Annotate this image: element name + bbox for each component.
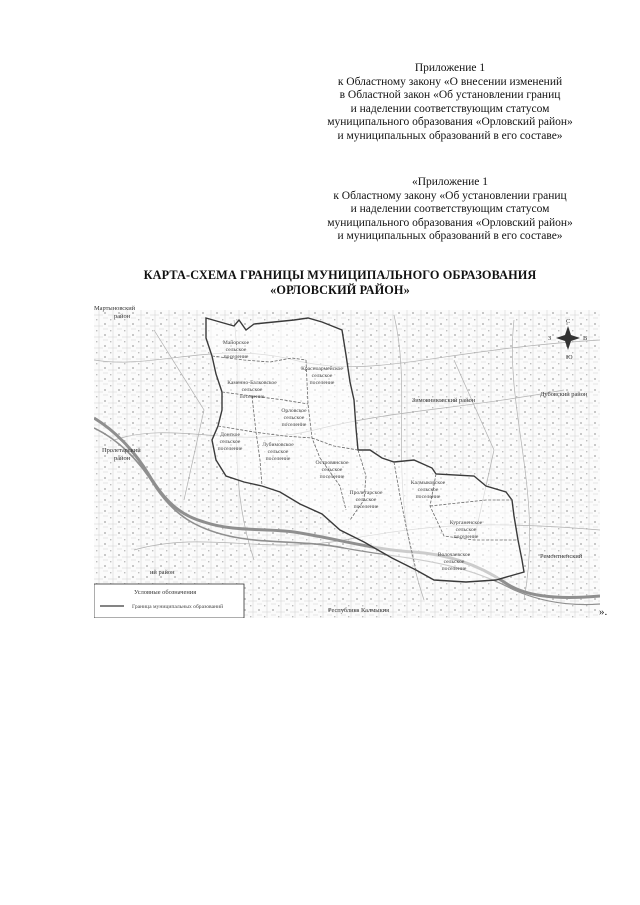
label-mayorskoe-2: сельское: [225, 347, 247, 353]
appendix-1-heading: Приложение 1: [414, 62, 486, 74]
label-zimovnikovsky: Зимовниковский район: [412, 397, 476, 404]
label-donskoe-3: поселение: [217, 446, 243, 452]
label-lyubimovskoe-2: сельское: [267, 449, 289, 455]
label-kamenno-baltskoe-1: Каменно-Балковское: [227, 380, 277, 386]
label-kuprianovskoe-2: сельское: [455, 527, 477, 533]
label-kalmykovskoe-1: Калмыковское: [410, 480, 446, 486]
appendix-1-line: к Областному закону «О внесении изменений: [337, 75, 563, 88]
label-proletarsky-line1: Пролетарский: [102, 447, 141, 454]
label-proletarsky-line2: район: [114, 455, 131, 462]
label-donskoe-2: сельское: [219, 439, 241, 445]
label-salsky: ий район: [150, 569, 175, 576]
label-mayorskoe-1: Майорское: [222, 340, 250, 346]
label-kamenno-baltskoe-3: поселение: [239, 394, 265, 400]
label-ostrovyanskoe-2: сельское: [321, 467, 343, 473]
label-krasnoarmeyskoe-3: поселение: [309, 380, 335, 386]
appendix-1-line: муниципального образования «Орловский район»: [327, 116, 573, 129]
appendix-2-heading-block: [300, 176, 600, 244]
label-martynovsky-line1: Мартыновский: [94, 305, 136, 312]
appendix-2-line: и муниципальных образований в его составе»: [337, 230, 563, 243]
label-mayorskoe-3: поселение: [223, 354, 249, 360]
appendix-2-line: муниципального образования «Орловский район»: [327, 216, 573, 229]
label-martynovsky-line2: район: [114, 313, 131, 320]
legend-item: Граница муниципальных образований: [132, 604, 224, 610]
appendix-1-heading-block: [300, 62, 600, 144]
label-orlovskoe-3: поселение: [281, 422, 307, 428]
label-lyubimovskoe-1: Лубимовское: [262, 442, 294, 448]
compass-west: З: [548, 335, 552, 342]
label-donskoe-1: Донское: [220, 432, 240, 438]
label-krasnoarmeyskoe-1: Красноармейское: [301, 366, 343, 372]
label-kalmykia: Республика Калмыкия: [328, 607, 390, 614]
label-kuprianovskoe-3: поселение: [453, 534, 479, 540]
compass-south: Ю: [566, 354, 573, 361]
closing-mark: ».: [599, 606, 608, 618]
label-pustoshkinskoe-3: поселение: [353, 504, 379, 510]
label-ostrovyanskoe-1: Островянское: [315, 460, 349, 466]
map-title-line-1: КАРТА-СХЕМА ГРАНИЦЫ МУНИЦИПАЛЬНОГО ОБРАЗОВАНИЯ: [143, 268, 537, 282]
map-legend: [94, 584, 244, 618]
legend-title: Условные обозначения: [134, 589, 197, 596]
label-ostrovyanskoe-3: поселение: [319, 474, 345, 480]
label-lyubimovskoe-3: поселение: [265, 456, 291, 462]
appendix-2-heading: «Приложение 1: [411, 176, 489, 188]
label-kuprianovskoe-1: Курганенское: [449, 520, 483, 526]
label-kalmykovskoe-3: поселение: [415, 494, 441, 500]
label-dubovsky: Дубовский район: [540, 391, 588, 398]
label-kamenno-baltskoe-2: сельское: [241, 387, 263, 393]
appendix-2-line: к Областному закону «Об установлении границ: [333, 189, 567, 202]
appendix-1-line: и муниципальных образований в его составе»: [337, 129, 563, 142]
label-remontnensky: Ремонтненский: [540, 553, 583, 560]
appendix-2-line: и наделении соответствующим статусом: [350, 203, 550, 216]
label-kalmykovskoe-2: сельское: [417, 487, 439, 493]
label-volochaevskoe-1: Волочаевское: [437, 552, 471, 558]
appendix-1-line: в Областной закон «Об установлении границ: [339, 89, 561, 102]
label-krasnoarmeyskoe-2: сельское: [311, 373, 333, 379]
label-volochaevskoe-3: поселение: [441, 566, 467, 572]
map-title-line-2: «ОРЛОВСКИЙ РАЙОН»: [270, 283, 410, 297]
label-orlovskoe-1: Орловское: [281, 408, 307, 414]
compass-east: В: [583, 335, 588, 342]
map-title: [80, 268, 600, 298]
label-orlovskoe-2: сельское: [283, 415, 305, 421]
label-volochaevskoe-2: сельское: [443, 559, 465, 565]
compass-north: С: [566, 318, 571, 325]
district-map: [94, 300, 600, 618]
label-pustoshkinskoe-1: Пролетарское: [349, 490, 383, 496]
label-pustoshkinskoe-2: сельское: [355, 497, 377, 503]
appendix-1-line: и наделении соответствующим статусом: [350, 102, 550, 115]
